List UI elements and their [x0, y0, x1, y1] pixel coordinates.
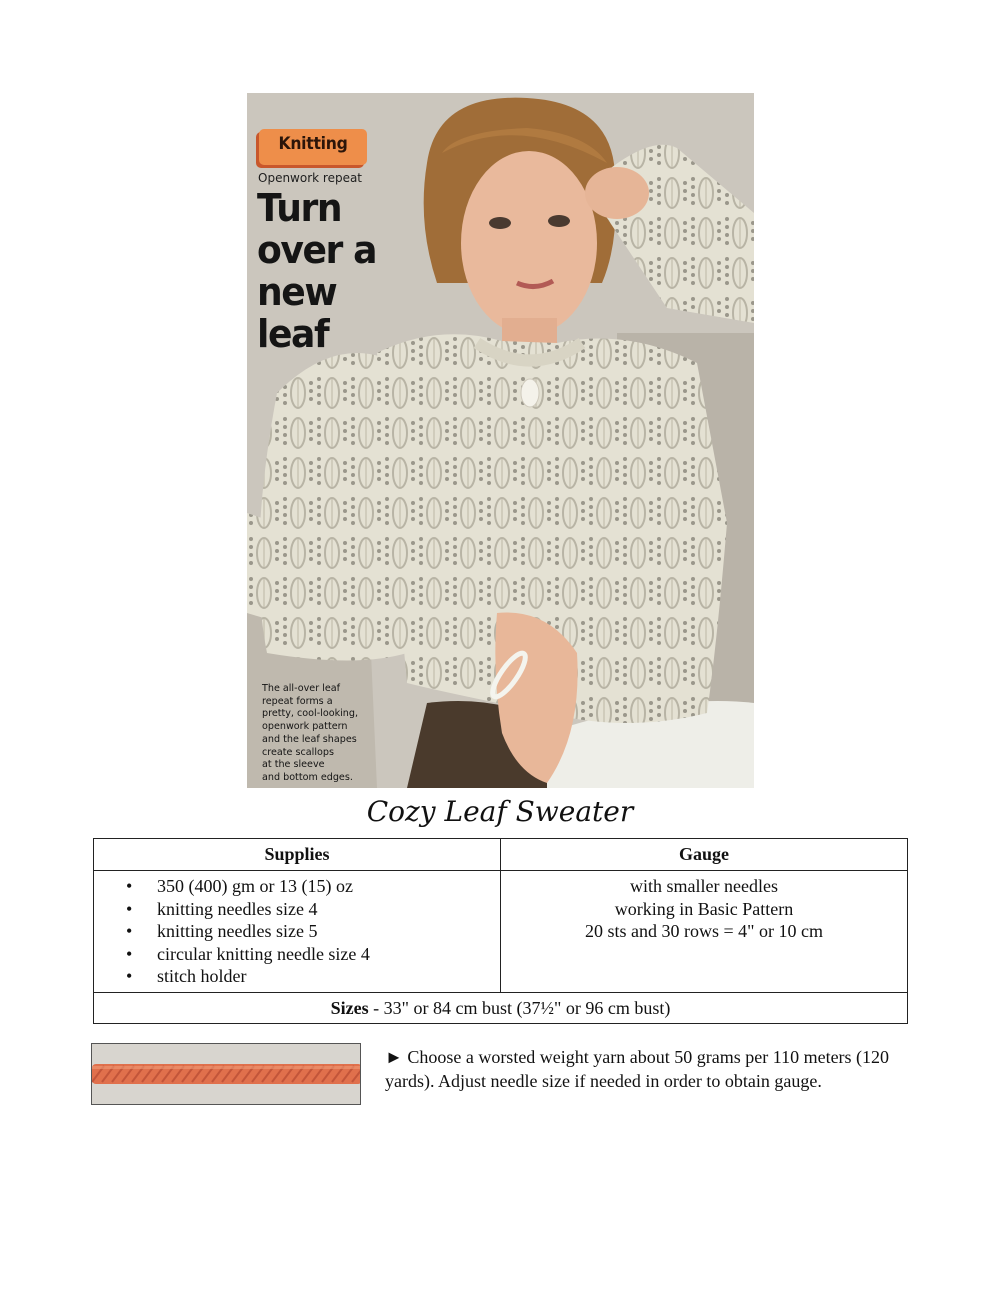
gauge-header: Gauge — [501, 839, 908, 871]
gauge-cell — [501, 871, 908, 993]
gauge-line: 20 sts and 30 rows = 4" or 10 cm — [585, 921, 823, 941]
list-item: • 350 (400) gm or 13 (15) oz — [94, 875, 500, 898]
badge-label: Knitting — [278, 134, 348, 154]
caption-line: repeat forms a — [262, 695, 333, 707]
headline-line: new leaf — [257, 270, 337, 356]
yarn-strand-illustration — [92, 1044, 361, 1105]
list-item: • circular knitting needle size 4 — [94, 943, 500, 966]
list-item: • knitting needles size 4 — [94, 898, 500, 921]
list-item: • stitch holder — [94, 965, 500, 988]
supplies-gauge-table — [93, 838, 908, 1024]
caption-line: openwork pattern — [262, 721, 348, 733]
supplies-list — [94, 875, 500, 988]
yarn-note — [385, 1045, 925, 1093]
table-row — [94, 871, 908, 993]
caption-line: pretty, cool-looking, — [262, 708, 359, 720]
headline-line: over a — [257, 228, 377, 272]
magazine-photo — [247, 93, 754, 788]
supplies-cell — [94, 871, 501, 993]
sizes-text: - 33" or 84 cm bust (37½" or 96 cm bust) — [368, 997, 671, 1018]
caption-line: The all-over leaf — [262, 683, 341, 694]
table-header-row — [94, 839, 908, 871]
magazine-headline — [257, 187, 427, 355]
pattern-title: Cozy Leaf Sweater — [366, 795, 634, 828]
sizes-cell — [94, 993, 908, 1024]
yarn-note-text: Choose a worsted weight yarn about 50 grams per 110 meters (120 yards). Adjust needle size if needed in order to obtain gauge. — [385, 1047, 890, 1091]
arrow-marker-icon: ► — [385, 1047, 403, 1067]
list-item: • knitting needles size 5 — [94, 920, 500, 943]
caption-line: at the sleeve — [262, 759, 325, 771]
gauge-line: with smaller needles — [630, 876, 778, 896]
knitting-badge — [259, 129, 367, 165]
sizes-label: Sizes — [330, 997, 369, 1018]
table-row — [94, 993, 908, 1024]
caption-line: and bottom edges. — [262, 771, 353, 783]
headline-line: Turn — [257, 186, 342, 230]
gauge-line: working in Basic Pattern — [614, 898, 794, 919]
photo-caption — [262, 683, 372, 785]
supplies-header: Supplies — [94, 839, 501, 871]
kicker-text: Openwork repeat — [258, 171, 363, 185]
caption-line: create scallops — [262, 746, 334, 758]
yarn-sample-image — [91, 1043, 361, 1105]
caption-line: and the leaf shapes — [262, 733, 357, 745]
